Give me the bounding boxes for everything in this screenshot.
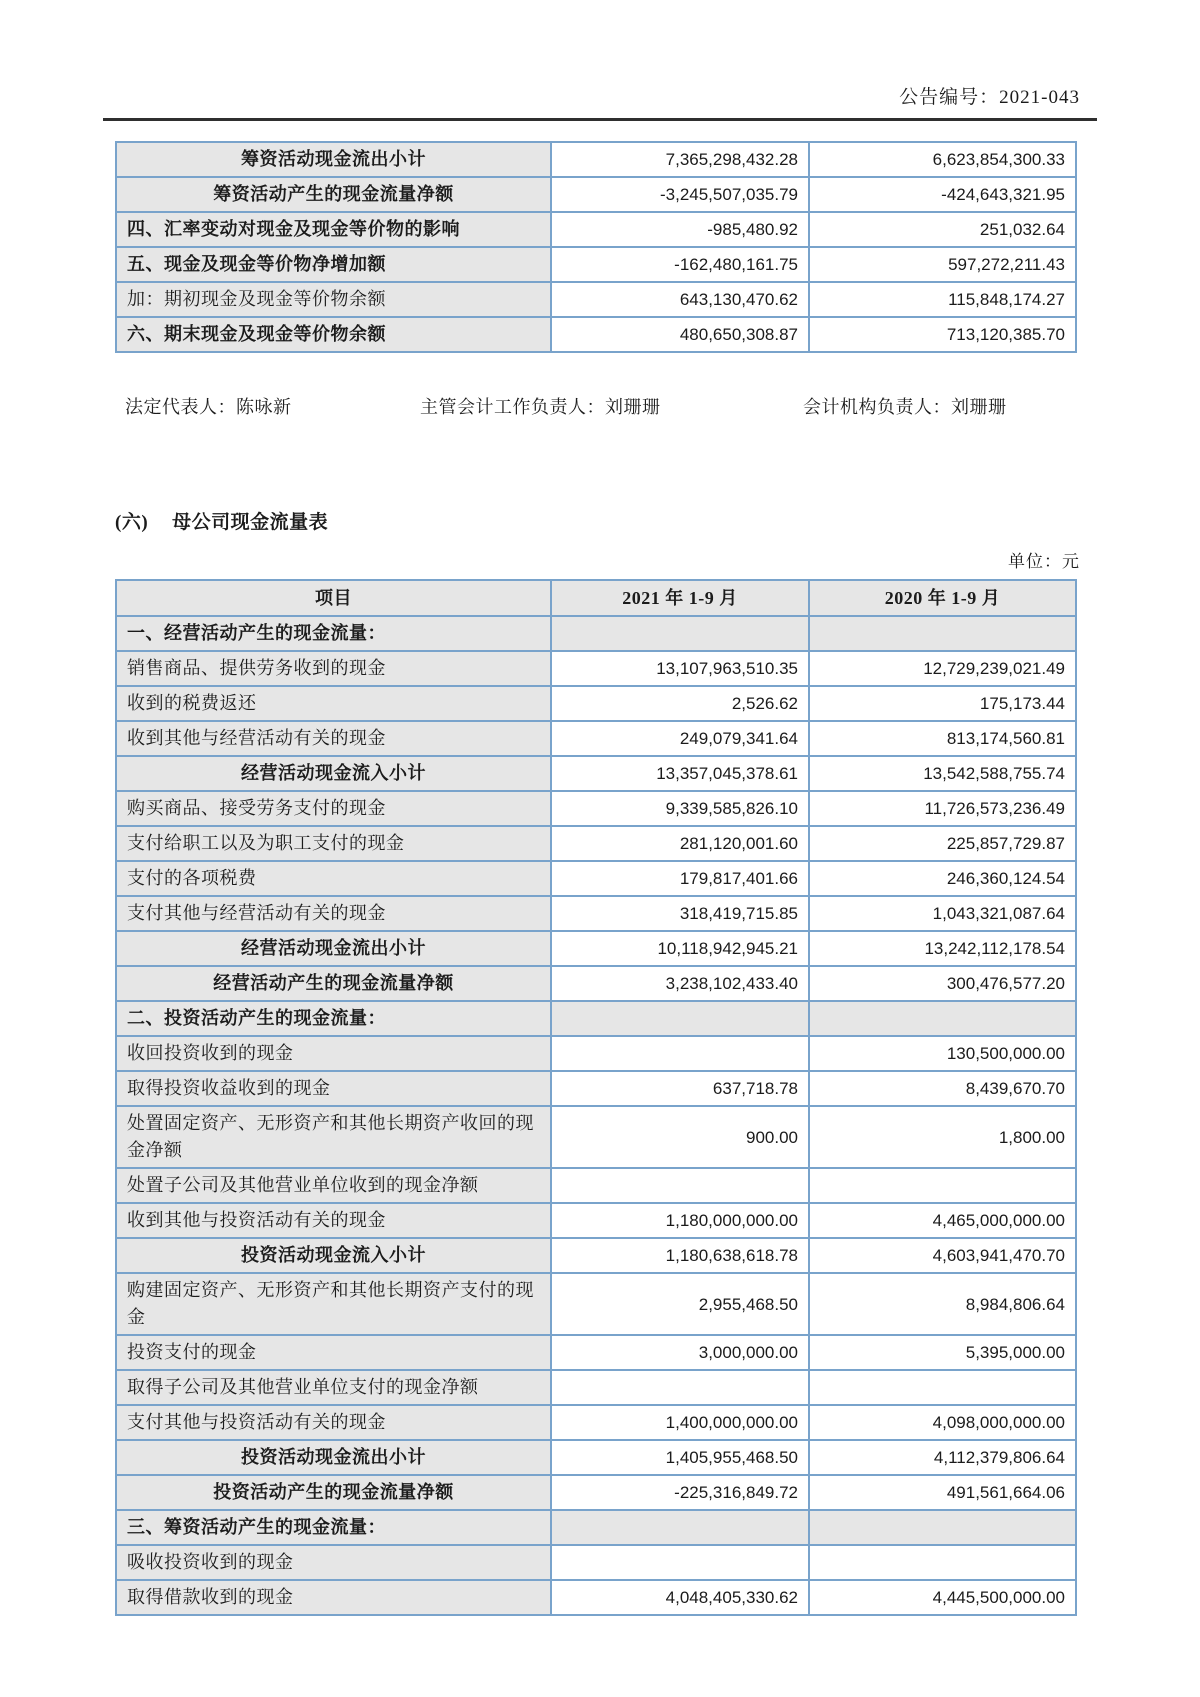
value-cell-2021: 1,180,638,618.78 [551,1238,809,1273]
table-row [116,721,1076,756]
value-cell-2021: 179,817,401.66 [551,861,809,896]
row-label-cell: 销售商品、提供劳务收到的现金 [116,651,551,686]
chief-accountant-signature: 主管会计工作负责人：刘珊珊 [420,397,661,417]
unit-label: 单位：元 [1008,552,1080,571]
value-cell-2021: 1,400,000,000.00 [551,1405,809,1440]
table-row [116,212,1076,247]
value-cell-2020: 175,173.44 [809,686,1076,721]
legal-representative-signature: 法定代表人：陈咏新 [125,397,292,417]
table-row [116,966,1076,1001]
table-row [116,1405,1076,1440]
value-cell-2020: 225,857,729.87 [809,826,1076,861]
row-label-cell: 投资活动产生的现金流量净额 [116,1475,551,1510]
column-header-2020: 2020 年 1-9 月 [809,580,1076,616]
value-cell-2020: 13,242,112,178.54 [809,931,1076,966]
value-cell-2021: 3,238,102,433.40 [551,966,809,1001]
table-row [116,1370,1076,1405]
row-label-cell: 投资活动现金流入小计 [116,1238,551,1273]
row-label-cell: 收回投资收到的现金 [116,1036,551,1071]
accounting-head-signature: 会计机构负责人：刘珊珊 [803,397,1007,417]
value-cell-2021 [551,1545,809,1580]
value-cell-2021 [551,1510,809,1545]
value-cell-2020: 491,561,664.06 [809,1475,1076,1510]
value-cell-2021: 643,130,470.62 [551,282,809,317]
row-label-cell: 四、汇率变动对现金及现金等价物的影响 [116,212,551,247]
value-cell-2020 [809,1001,1076,1036]
signature-line [100,393,1100,419]
value-cell-2021: 7,365,298,432.28 [551,142,809,177]
value-cell-2021: 637,718.78 [551,1071,809,1106]
row-label-cell: 取得投资收益收到的现金 [116,1071,551,1106]
row-label-cell: 吸收投资收到的现金 [116,1545,551,1580]
value-cell-2021 [551,1036,809,1071]
row-label-cell: 取得子公司及其他营业单位支付的现金净额 [116,1370,551,1405]
row-label-cell: 六、期末现金及现金等价物余额 [116,317,551,352]
value-cell-2020: 813,174,560.81 [809,721,1076,756]
value-cell-2020: -424,643,321.95 [809,177,1076,212]
table-row [116,1001,1076,1036]
value-cell-2020: 4,112,379,806.64 [809,1440,1076,1475]
value-cell-2020: 4,445,500,000.00 [809,1580,1076,1615]
value-cell-2021 [551,1001,809,1036]
announcement-number: 公告编号：2021-043 [899,87,1080,108]
row-label-cell: 支付其他与投资活动有关的现金 [116,1405,551,1440]
value-cell-2020: 4,098,000,000.00 [809,1405,1076,1440]
section-name: 母公司现金流量表 [172,512,329,533]
value-cell-2021: 10,118,942,945.21 [551,931,809,966]
value-cell-2020: 12,729,239,021.49 [809,651,1076,686]
table-row [116,1168,1076,1203]
table-row [116,791,1076,826]
row-label-cell: 经营活动产生的现金流量净额 [116,966,551,1001]
column-header-item: 项目 [116,580,551,616]
table-row [116,861,1076,896]
table-row [116,247,1076,282]
row-label-cell: 取得借款收到的现金 [116,1580,551,1615]
value-cell-2021: 2,955,468.50 [551,1273,809,1335]
value-cell-2021: 9,339,585,826.10 [551,791,809,826]
value-cell-2021: 249,079,341.64 [551,721,809,756]
value-cell-2020: 300,476,577.20 [809,966,1076,1001]
table-row [116,1273,1076,1335]
value-cell-2021: -225,316,849.72 [551,1475,809,1510]
table-row [116,1475,1076,1510]
table-row [116,282,1076,317]
value-cell-2021: 13,357,045,378.61 [551,756,809,791]
table-row [116,1580,1076,1615]
table-row [116,686,1076,721]
row-label-cell: 五、现金及现金等价物净增加额 [116,247,551,282]
value-cell-2020: 115,848,174.27 [809,282,1076,317]
row-label-cell: 投资活动现金流出小计 [116,1440,551,1475]
table-row [116,1510,1076,1545]
table-row [116,1545,1076,1580]
table-header-row [116,580,1076,616]
value-cell-2020: 130,500,000.00 [809,1036,1076,1071]
row-label-cell: 收到的税费返还 [116,686,551,721]
value-cell-2020: 713,120,385.70 [809,317,1076,352]
value-cell-2020: 8,984,806.64 [809,1273,1076,1335]
value-cell-2020 [809,1168,1076,1203]
value-cell-2021: 2,526.62 [551,686,809,721]
column-header-2021: 2021 年 1-9 月 [551,580,809,616]
row-label-cell: 支付其他与经营活动有关的现金 [116,896,551,931]
row-label-cell: 投资支付的现金 [116,1335,551,1370]
table-row [116,931,1076,966]
row-label-cell: 收到其他与投资活动有关的现金 [116,1203,551,1238]
row-label-cell: 经营活动现金流出小计 [116,931,551,966]
value-cell-2020: 1,800.00 [809,1106,1076,1168]
table-row [116,1335,1076,1370]
row-label-cell: 处置子公司及其他营业单位收到的现金净额 [116,1168,551,1203]
row-label-cell: 筹资活动现金流出小计 [116,142,551,177]
value-cell-2021: 13,107,963,510.35 [551,651,809,686]
value-cell-2020: 6,623,854,300.33 [809,142,1076,177]
value-cell-2020: 597,272,211.43 [809,247,1076,282]
value-cell-2020: 251,032.64 [809,212,1076,247]
value-cell-2021 [551,616,809,651]
value-cell-2020: 246,360,124.54 [809,861,1076,896]
table-row [116,1203,1076,1238]
value-cell-2020: 11,726,573,236.49 [809,791,1076,826]
row-label-cell: 购建固定资产、无形资产和其他长期资产支付的现金 [116,1273,551,1335]
consolidated-cash-flow-table-tail [115,141,1077,353]
table-row [116,1106,1076,1168]
value-cell-2020: 13,542,588,755.74 [809,756,1076,791]
section-index: (六) [115,512,149,533]
row-label-cell: 三、筹资活动产生的现金流量： [116,1510,551,1545]
value-cell-2021: 900.00 [551,1106,809,1168]
value-cell-2021 [551,1370,809,1405]
row-label-cell: 筹资活动产生的现金流量净额 [116,177,551,212]
row-label-cell: 一、经营活动产生的现金流量： [116,616,551,651]
row-label-cell: 加：期初现金及现金等价物余额 [116,282,551,317]
table-row [116,177,1076,212]
value-cell-2021: 281,120,001.60 [551,826,809,861]
table-row [116,142,1076,177]
table-row [116,616,1076,651]
table-row [116,826,1076,861]
value-cell-2021: 1,405,955,468.50 [551,1440,809,1475]
table-row [116,1036,1076,1071]
table-row [116,1071,1076,1106]
value-cell-2021: -162,480,161.75 [551,247,809,282]
row-label-cell: 处置固定资产、无形资产和其他长期资产收回的现金净额 [116,1106,551,1168]
row-label-cell: 收到其他与经营活动有关的现金 [116,721,551,756]
row-label-cell: 支付的各项税费 [116,861,551,896]
page-content [100,0,1100,1616]
row-label-cell: 经营活动现金流入小计 [116,756,551,791]
parent-company-cash-flow-table [115,579,1077,1616]
row-label-cell: 支付给职工以及为职工支付的现金 [116,826,551,861]
value-cell-2021 [551,1168,809,1203]
value-cell-2020 [809,1545,1076,1580]
value-cell-2021: -3,245,507,035.79 [551,177,809,212]
value-cell-2020: 8,439,670.70 [809,1071,1076,1106]
value-cell-2020: 1,043,321,087.64 [809,896,1076,931]
value-cell-2020: 4,465,000,000.00 [809,1203,1076,1238]
table-row [116,317,1076,352]
value-cell-2020: 4,603,941,470.70 [809,1238,1076,1273]
section-title [100,507,1100,533]
table-row [116,756,1076,791]
header-divider [103,118,1097,121]
row-label-cell: 二、投资活动产生的现金流量： [116,1001,551,1036]
table-row [116,1238,1076,1273]
table-row [116,896,1076,931]
row-label-cell: 购买商品、接受劳务支付的现金 [116,791,551,826]
value-cell-2020 [809,616,1076,651]
table-row [116,1440,1076,1475]
value-cell-2020 [809,1510,1076,1545]
value-cell-2021: 3,000,000.00 [551,1335,809,1370]
value-cell-2020 [809,1370,1076,1405]
value-cell-2021: 318,419,715.85 [551,896,809,931]
value-cell-2021: 1,180,000,000.00 [551,1203,809,1238]
value-cell-2021: 4,048,405,330.62 [551,1580,809,1615]
value-cell-2021: -985,480.92 [551,212,809,247]
value-cell-2021: 480,650,308.87 [551,317,809,352]
table-row [116,651,1076,686]
value-cell-2020: 5,395,000.00 [809,1335,1076,1370]
